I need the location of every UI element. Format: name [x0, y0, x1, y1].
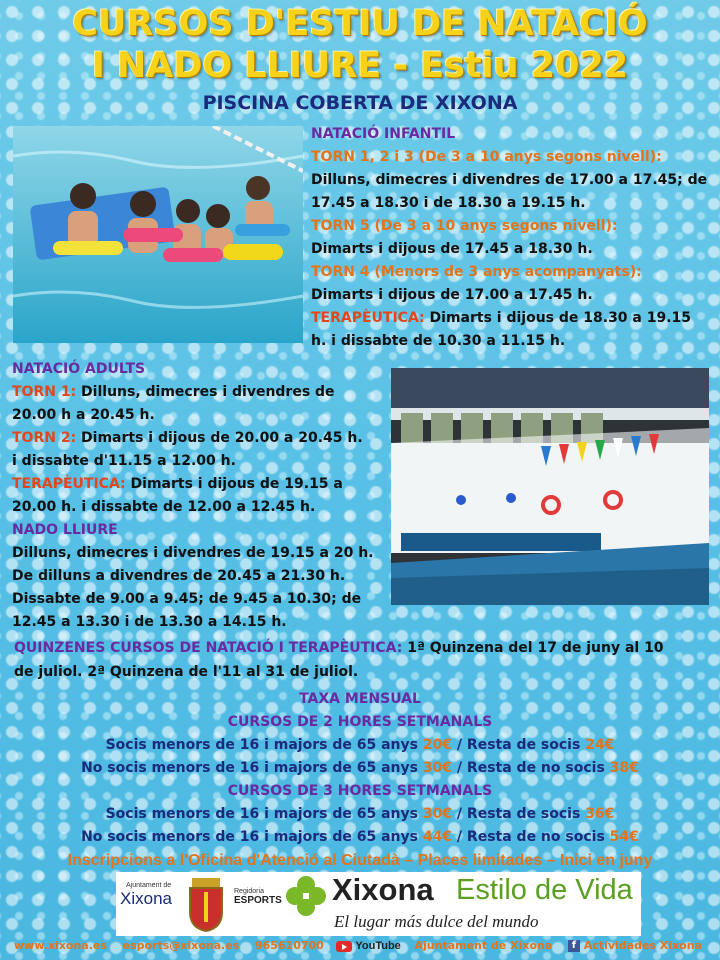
adults-heading: NATACIÓ ADULTS [12, 361, 146, 377]
quinzenes-line2: de juliol. 2ª Quinzena de l'11 al 31 de juliol. [14, 664, 359, 680]
adults-torn2-line2: i dissabte d'11.15 a 12.00 h. [12, 453, 236, 469]
ajuntament-small-text: Ajuntament de [126, 882, 172, 889]
clover-icon [284, 874, 328, 918]
footer-web-link[interactable]: www.xixona.es [14, 939, 107, 952]
nado-line2: De dilluns a divendres de 20.45 a 21.30 h. [12, 568, 346, 584]
footer [14, 939, 714, 957]
estilo-de-vida: Estilo de Vida [456, 874, 633, 906]
price: 30€ [422, 760, 453, 776]
facebook-link[interactable]: Actividades Xixona [583, 939, 702, 952]
torn5-label: TORN 5 (De 3 a 10 anys segons nivell): [311, 218, 618, 234]
adults-torn1-line1: TORN 1: Dilluns, dimecres i divendres de [12, 384, 335, 400]
infantil-section [311, 123, 711, 353]
brand-tagline: El lugar más dulce del mundo [334, 912, 539, 931]
adults-section [12, 358, 392, 634]
nado-line3: Dissabte de 9.00 a 9.45; de 9.45 a 10.30; de [12, 591, 362, 607]
infantil-terapeutica-line2: h. i dissabte de 10.30 a 11.15 h. [311, 333, 566, 349]
footer-email-link[interactable]: esports@xixona.es [122, 939, 240, 952]
price: 36€ [585, 806, 615, 822]
c2-row1: Socis menors de 16 i majors de 65 anys 20€ / Resta de socis 24€ [105, 737, 615, 753]
ajuntament-logo [120, 882, 184, 930]
torn4-text: Dimarts i dijous de 17.00 a 17.45 h. [311, 287, 593, 303]
xixona-brand: Xixona [332, 872, 434, 907]
children-swimming-photo [13, 126, 303, 343]
quinzenes-section [14, 636, 714, 684]
youtube-channel-link[interactable]: Ajuntament de Xixona [414, 939, 553, 952]
regidoria-small-text: Regidoria [234, 888, 264, 895]
infantil-terapeutica-label: TERAPÈUTICA: [311, 310, 425, 326]
footer-phone: 965610700 [254, 939, 324, 952]
facebook-icon[interactable]: f [568, 940, 580, 952]
c2-heading: CURSOS DE 2 HORES SETMANALS [227, 714, 493, 730]
infantil-terapeutica-line1: TERAPÈUTICA: Dimarts i dijous de 18.30 a 19.15 [311, 310, 692, 326]
torn123-line2: 17.45 a 18.30 i de 18.30 a 19.15 h. [311, 195, 586, 211]
price: 24€ [585, 737, 615, 753]
taxa-section [0, 688, 720, 849]
price: 30€ [422, 806, 453, 822]
adults-torn2-line1: TORN 2: Dimarts i dijous de 20.00 a 20.45 h. [12, 430, 363, 446]
c3-row1: Socis menors de 16 i majors de 65 anys 30€ / Resta de socis 36€ [105, 806, 615, 822]
logos-bar [116, 872, 641, 936]
adults-terapeutica-line2: 20.00 h. i dissabte de 12.00 a 12.45 h. [12, 499, 316, 515]
adults-terapeutica-line1: TERAPÈUTICA: Dimarts i dijous de 19.15 a [12, 476, 343, 492]
inscripcions-text: Inscripcions a l'Oficina d'Atenció al Ciutadà – Places limitades – Inici en juny [67, 852, 653, 869]
torn123-label: TORN 1, 2 i 3 (De 3 a 10 anys segons nivell): [311, 149, 662, 165]
indoor-pool-photo [391, 368, 709, 605]
c3-heading: CURSOS DE 3 HORES SETMANALS [227, 783, 493, 799]
torn4-label: TORN 4 (Menors de 3 anys acompanyats): [311, 264, 642, 280]
price: 54€ [609, 829, 639, 845]
quinzenes-label: QUINZENES CURSOS DE NATACIÓ I TERAPÈUTICA: [14, 640, 403, 656]
main-title-line1: CURSOS D'ESTIU DE NATACIÓ [72, 4, 648, 44]
ajuntament-name: Xixona [120, 889, 172, 908]
taxa-heading: TAXA MENSUAL [299, 691, 421, 707]
adults-torn2-label: TORN 2: [12, 430, 77, 446]
torn5-text: Dimarts i dijous de 17.45 a 18.30 h. [311, 241, 593, 257]
price: 38€ [609, 760, 639, 776]
nado-line4: 12.45 a 13.30 i de 13.30 a 14.15 h. [12, 614, 287, 630]
adults-terapeutica-label: TERAPÈUTICA: [12, 476, 126, 492]
torn123-line1: Dilluns, dimecres i divendres de 17.00 a 17.45; de [311, 172, 708, 188]
youtube-label: YouTube [355, 940, 401, 952]
nado-line1: Dilluns, dimecres i divendres de 19.15 a 20 h. [12, 545, 374, 561]
nado-heading: NADO LLIURE [12, 522, 118, 538]
price: 44€ [422, 829, 453, 845]
regidoria-name: ESPORTS [234, 895, 282, 906]
quinzenes-line1: QUINZENES CURSOS DE NATACIÓ I TERAPÈUTICA: 1ª Quinzena del 17 de juny al 10 [14, 640, 664, 656]
adults-torn1-line2: 20.00 h a 20.45 h. [12, 407, 155, 423]
coat-of-arms-icon [186, 878, 226, 932]
adults-torn1-label: TORN 1: [12, 384, 77, 400]
main-title-line2: I NADO LLIURE - Estiu 2022 [91, 46, 629, 86]
infantil-heading: NATACIÓ INFANTIL [311, 126, 456, 142]
c3-row2: No socis menors de 16 i majors de 65 anys 44€ / Resta de no socis 54€ [81, 829, 639, 845]
youtube-icon[interactable] [336, 941, 352, 952]
price: 20€ [422, 737, 453, 753]
c2-row2: No socis menors de 16 i majors de 65 anys 30€ / Resta de no socis 38€ [81, 760, 639, 776]
subtitle: PISCINA COBERTA DE XIXONA [202, 92, 518, 114]
